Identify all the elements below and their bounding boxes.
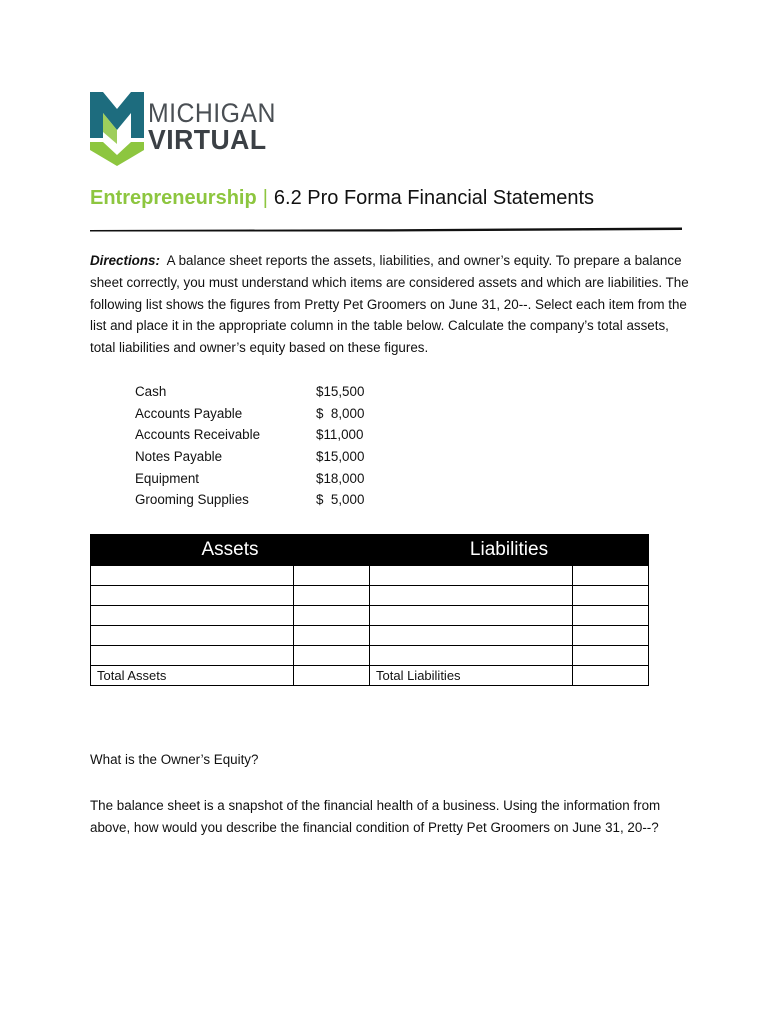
item-amount: $ 5,000 [316, 492, 365, 508]
liability-amount-cell[interactable] [573, 646, 649, 666]
asset-amount-cell[interactable] [294, 606, 370, 626]
list-item [135, 446, 395, 468]
liability-amount-cell[interactable] [573, 606, 649, 626]
balance-sheet-table [90, 534, 649, 686]
logo-text-line2: VIRTUAL [148, 124, 267, 155]
item-amount: $15,500 [316, 384, 365, 399]
liability-amount-cell[interactable] [573, 626, 649, 646]
directions-paragraph [90, 250, 690, 359]
item-name: Accounts Payable [135, 405, 243, 421]
course-name: Entrepreneurship [90, 187, 257, 209]
asset-name-cell[interactable] [91, 586, 294, 606]
liabilities-header: Liabilities [370, 535, 649, 566]
table-row [91, 586, 649, 606]
title-separator: | [262, 187, 268, 209]
liability-name-cell[interactable] [370, 626, 573, 646]
lesson-title: 6.2 Pro Forma Financial Statements [273, 187, 595, 209]
table-header-row [91, 535, 649, 566]
michigan-virtual-logo [90, 92, 290, 168]
total-assets-label: Total Assets [91, 666, 294, 686]
asset-amount-cell[interactable] [294, 626, 370, 646]
liability-name-cell[interactable] [370, 566, 573, 586]
directions-text: A balance sheet reports the assets, liabilities, and owner’s equity. To prepare a balance sheet correctly, you must understand which items are considered assets and which are liabilities. The following list shows the figures from Pretty Pet Groomers on June 31, 20--. Select each item from the list and place it in the appropriate column in the table below. Calculate the company’s total assets, total liabilities and owner’s equity based on these figures. [90, 253, 689, 356]
totals-row [91, 666, 649, 686]
logo-text-line1: MICHIGAN [148, 98, 276, 128]
liability-name-cell[interactable] [370, 586, 573, 606]
asset-name-cell[interactable] [91, 606, 294, 626]
table-row [91, 566, 649, 586]
item-name: Notes Payable [135, 449, 223, 465]
item-amount: $15,000 [316, 449, 365, 465]
list-item [135, 424, 395, 446]
total-assets-cell[interactable] [294, 666, 370, 686]
list-item [135, 468, 395, 490]
list-item [135, 403, 395, 425]
list-item [135, 489, 395, 511]
financial-condition-question: The balance sheet is a snapshot of the financial health of a business. Using the information from above, how would you describe the financial condition of Pretty Pet Groomers on June 31, 20--? [90, 798, 661, 835]
table-row [91, 626, 649, 646]
michigan-virtual-logo-icon [90, 92, 144, 168]
asset-amount-cell[interactable] [294, 586, 370, 606]
total-liabilities-label: Total Liabilities [370, 666, 573, 686]
item-amount: $ 8,000 [316, 405, 365, 421]
figures-list [135, 381, 395, 511]
page-title [90, 187, 594, 210]
title-divider [90, 225, 682, 233]
liability-name-cell[interactable] [370, 606, 573, 626]
liability-amount-cell[interactable] [573, 586, 649, 606]
item-name: Grooming Supplies [135, 492, 249, 508]
liability-name-cell[interactable] [370, 646, 573, 666]
item-name: Equipment [135, 470, 200, 486]
asset-name-cell[interactable] [91, 646, 294, 666]
table-row [91, 606, 649, 626]
owners-equity-question: What is the Owner’s Equity? [90, 752, 259, 767]
asset-amount-cell[interactable] [294, 566, 370, 586]
item-name: Cash [135, 384, 167, 399]
item-name: Accounts Receivable [135, 427, 261, 443]
asset-name-cell[interactable] [91, 566, 294, 586]
list-item [135, 381, 395, 403]
asset-amount-cell[interactable] [294, 646, 370, 666]
total-liabilities-cell[interactable] [573, 666, 649, 686]
table-row [91, 646, 649, 666]
item-amount: $18,000 [316, 470, 365, 486]
item-amount: $11,000 [316, 427, 364, 443]
liability-amount-cell[interactable] [573, 566, 649, 586]
assets-header: Assets [91, 535, 370, 566]
directions-lead: Directions: [90, 253, 160, 268]
asset-name-cell[interactable] [91, 626, 294, 646]
